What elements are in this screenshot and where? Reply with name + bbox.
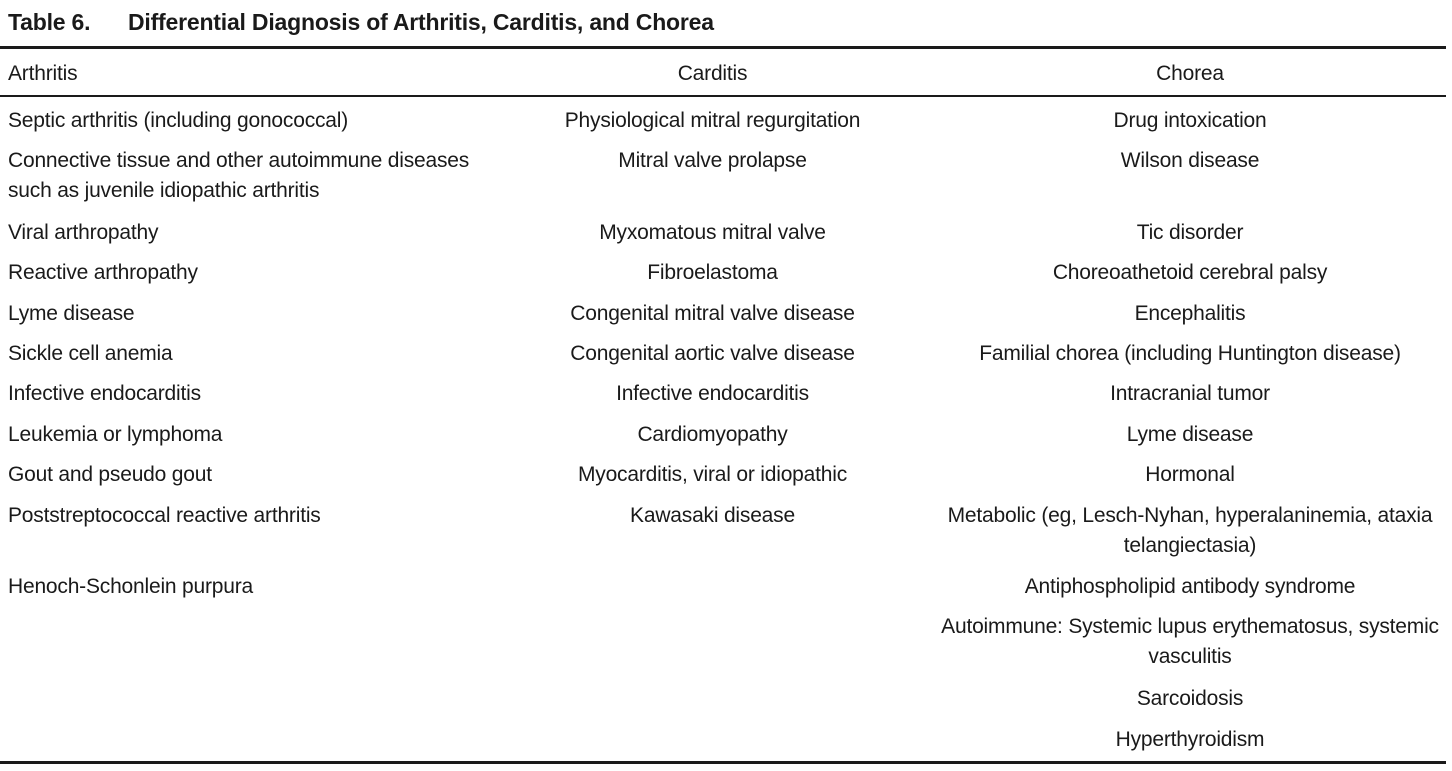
arthritis-cell: Lyme disease <box>8 302 135 325</box>
chorea-cell: Hyperthyroidism <box>1115 728 1265 751</box>
carditis-cell: Kawasaki disease <box>630 504 795 527</box>
header-rule <box>0 95 1446 97</box>
arthritis-cell: Poststreptococcal reactive arthritis <box>8 504 321 527</box>
chorea-cell: Drug intoxication <box>1113 109 1267 132</box>
chorea-cell: Choreoathetoid cerebral palsy <box>1052 261 1328 284</box>
chorea-cell: Autoimmune: Systemic lupus erythematosus, systemic vasculitis <box>941 615 1439 668</box>
top-rule <box>0 46 1446 49</box>
arthritis-cell: Sickle cell anemia <box>8 342 173 365</box>
arthritis-cell: Connective tissue and other autoimmune diseases such as juvenile idiopathic arthritis <box>8 149 470 202</box>
carditis-cell: Congenital mitral valve disease <box>570 302 855 325</box>
chorea-cell: Sarcoidosis <box>1136 687 1244 710</box>
bottom-rule <box>0 761 1446 764</box>
arthritis-cell: Reactive arthropathy <box>8 261 198 284</box>
arthritis-cell: Leukemia or lymphoma <box>8 423 223 446</box>
chorea-cell: Lyme disease <box>1126 423 1254 446</box>
table-number: Table 6. <box>8 9 91 35</box>
arthritis-cell: Viral arthropathy <box>8 221 159 244</box>
chorea-cell: Hormonal <box>1145 463 1235 486</box>
carditis-cell: Mitral valve prolapse <box>618 149 807 172</box>
arthritis-cell: Henoch-Schonlein purpura <box>8 575 254 598</box>
table-title <box>8 4 714 40</box>
chorea-cell: Metabolic (eg, Lesch-Nyhan, hyperalaninemia, ataxia telangiectasia) <box>947 504 1433 557</box>
chorea-cell: Intracranial tumor <box>1110 382 1270 405</box>
carditis-cell: Congenital aortic valve disease <box>570 342 855 365</box>
arthritis-cell: Septic arthritis (including gonococcal) <box>8 109 349 132</box>
header-arthritis: Arthritis <box>8 62 78 85</box>
carditis-cell: Physiological mitral regurgitation <box>564 109 861 132</box>
chorea-cell: Antiphospholipid antibody syndrome <box>1024 575 1356 598</box>
carditis-cell: Cardiomyopathy <box>637 423 788 446</box>
chorea-cell: Encephalitis <box>1134 302 1246 325</box>
table-header-row <box>0 56 1446 92</box>
header-chorea: Chorea <box>1156 62 1224 85</box>
chorea-cell: Familial chorea (including Huntington disease) <box>979 342 1401 365</box>
table-body <box>0 106 1446 756</box>
chorea-cell: Tic disorder <box>1136 221 1244 244</box>
carditis-cell: Fibroelastoma <box>647 261 778 284</box>
table-title-text: Differential Diagnosis of Arthritis, Carditis, and Chorea <box>128 9 714 35</box>
carditis-cell: Myxomatous mitral valve <box>599 221 826 244</box>
carditis-cell: Infective endocarditis <box>616 382 809 405</box>
arthritis-cell: Gout and pseudo gout <box>8 463 212 486</box>
chorea-cell: Wilson disease <box>1120 149 1260 172</box>
header-carditis: Carditis <box>677 62 748 85</box>
carditis-cell: Myocarditis, viral or idiopathic <box>577 463 848 486</box>
arthritis-cell: Infective endocarditis <box>8 382 201 405</box>
